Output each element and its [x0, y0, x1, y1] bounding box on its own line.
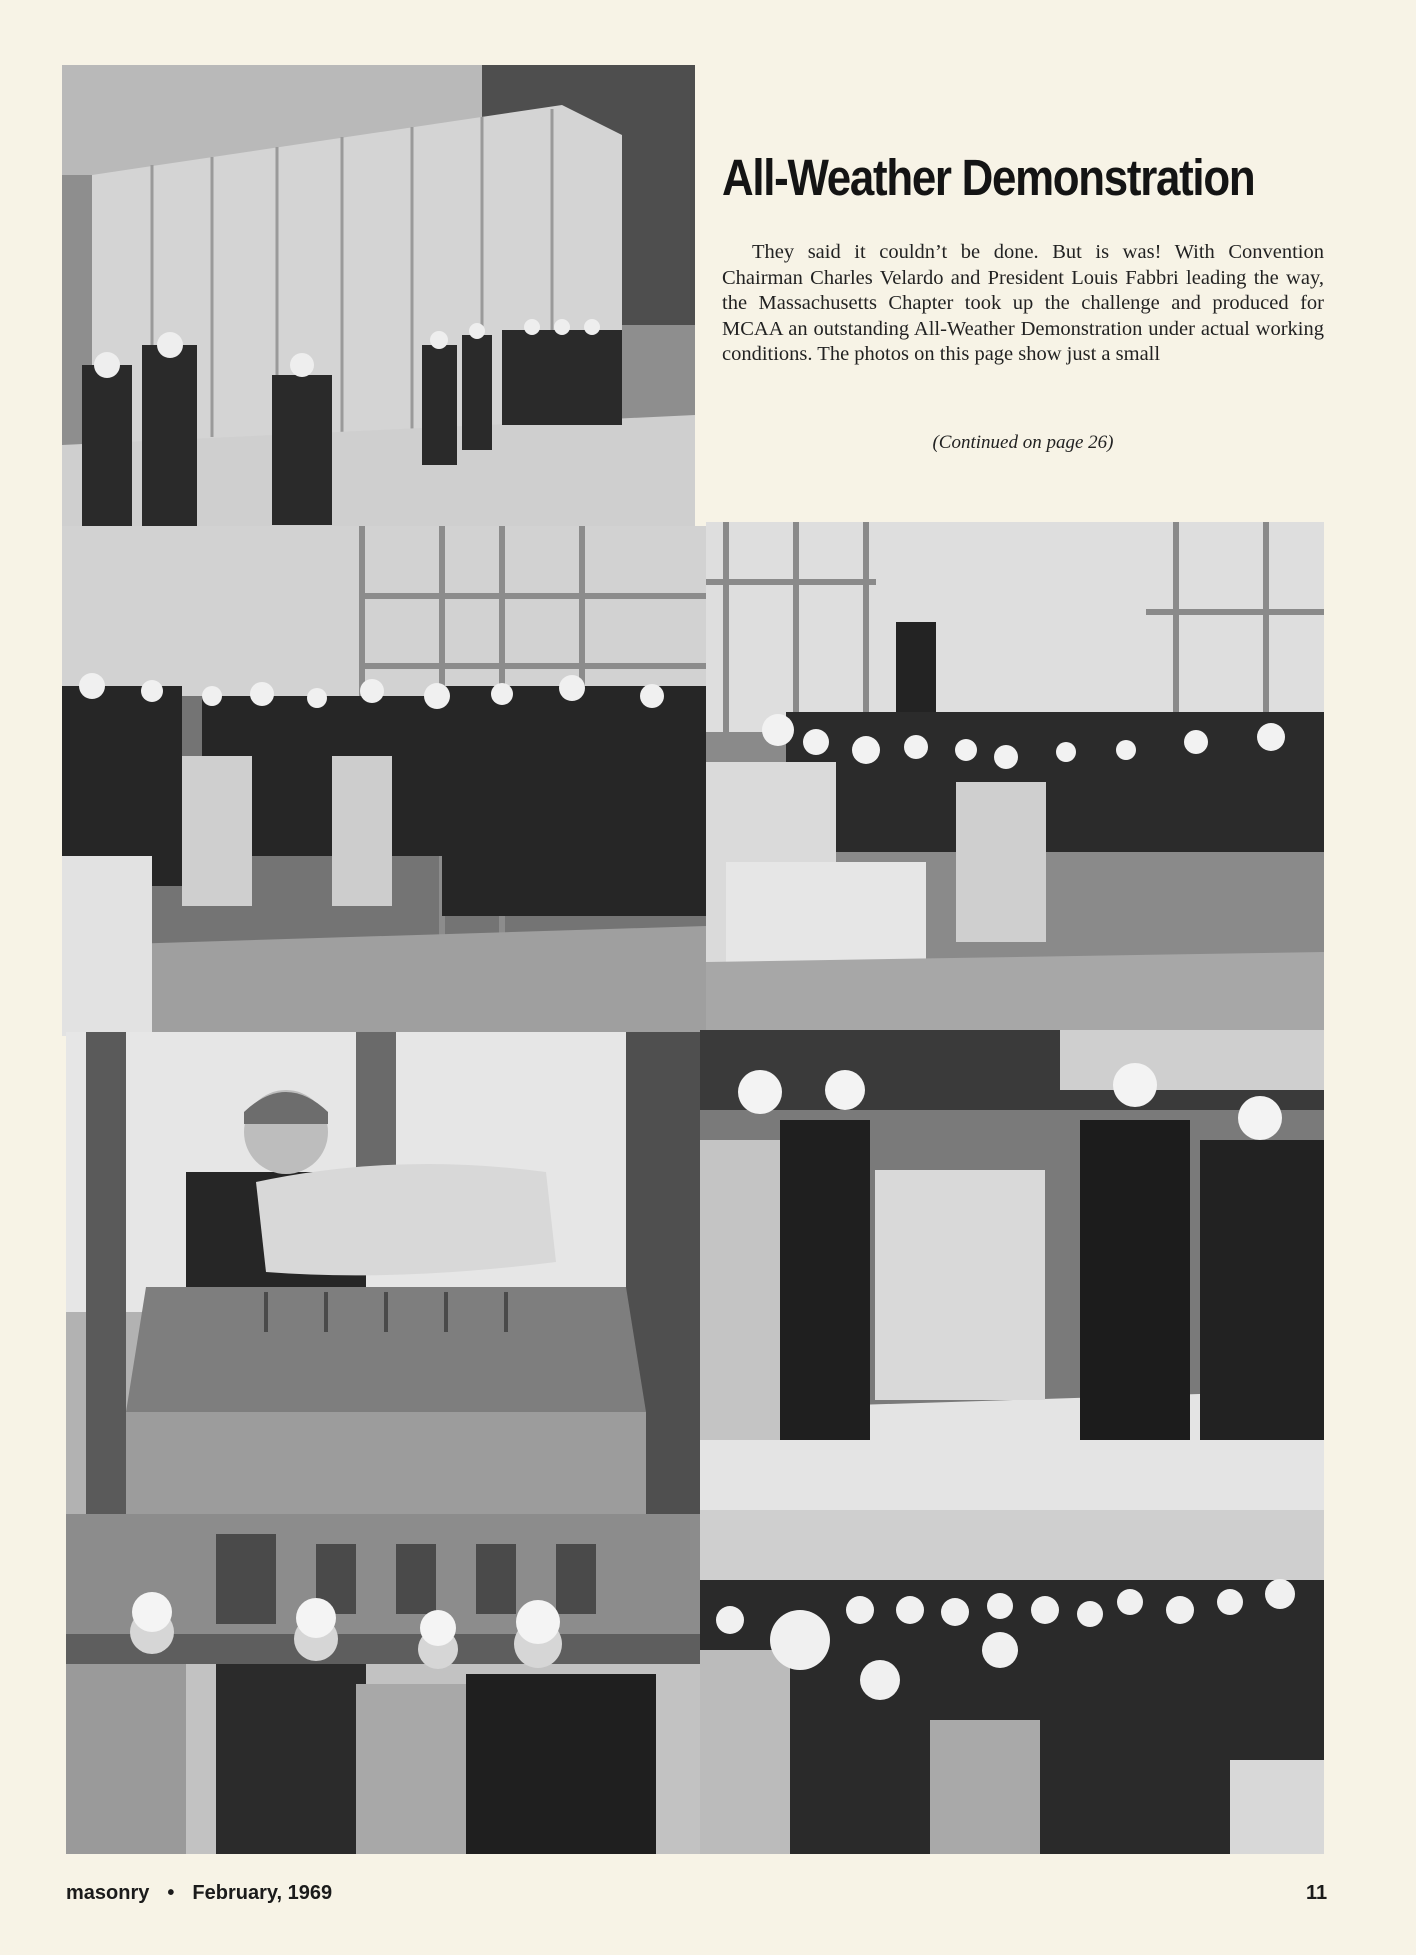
- bullet-separator: •: [167, 1882, 175, 1904]
- footer-masthead: [66, 1882, 332, 1905]
- photo-enclosure-exterior: [62, 65, 695, 530]
- photo-crowd-scaffold-left: [62, 526, 706, 1036]
- article-intro: They said it couldn’t be done. But is was! With Convention Chairman Charles Velardo and President Louis Fabbri leading the way, the Massachusetts Chapter took up the challenge and produced for MCAA an outstanding All-Weather Demonstration under actual working conditions. The photos on this page show just a small: [722, 241, 1324, 365]
- photo-men-around-crate: [700, 1030, 1324, 1512]
- magazine-name: masonry: [66, 1882, 150, 1904]
- page-number: 11: [1306, 1882, 1328, 1904]
- photo-four-men-smiling: [66, 1514, 700, 1854]
- article-title: All-Weather Demonstration: [722, 149, 1255, 206]
- continued-note: (Continued on page 26): [932, 432, 1114, 453]
- issue-date: February, 1969: [192, 1882, 333, 1904]
- photo-crowd-scaffold-right: [706, 522, 1324, 1032]
- photo-crowd-hardhats: [700, 1510, 1324, 1854]
- photo-worker-mortar-bag: [66, 1032, 700, 1522]
